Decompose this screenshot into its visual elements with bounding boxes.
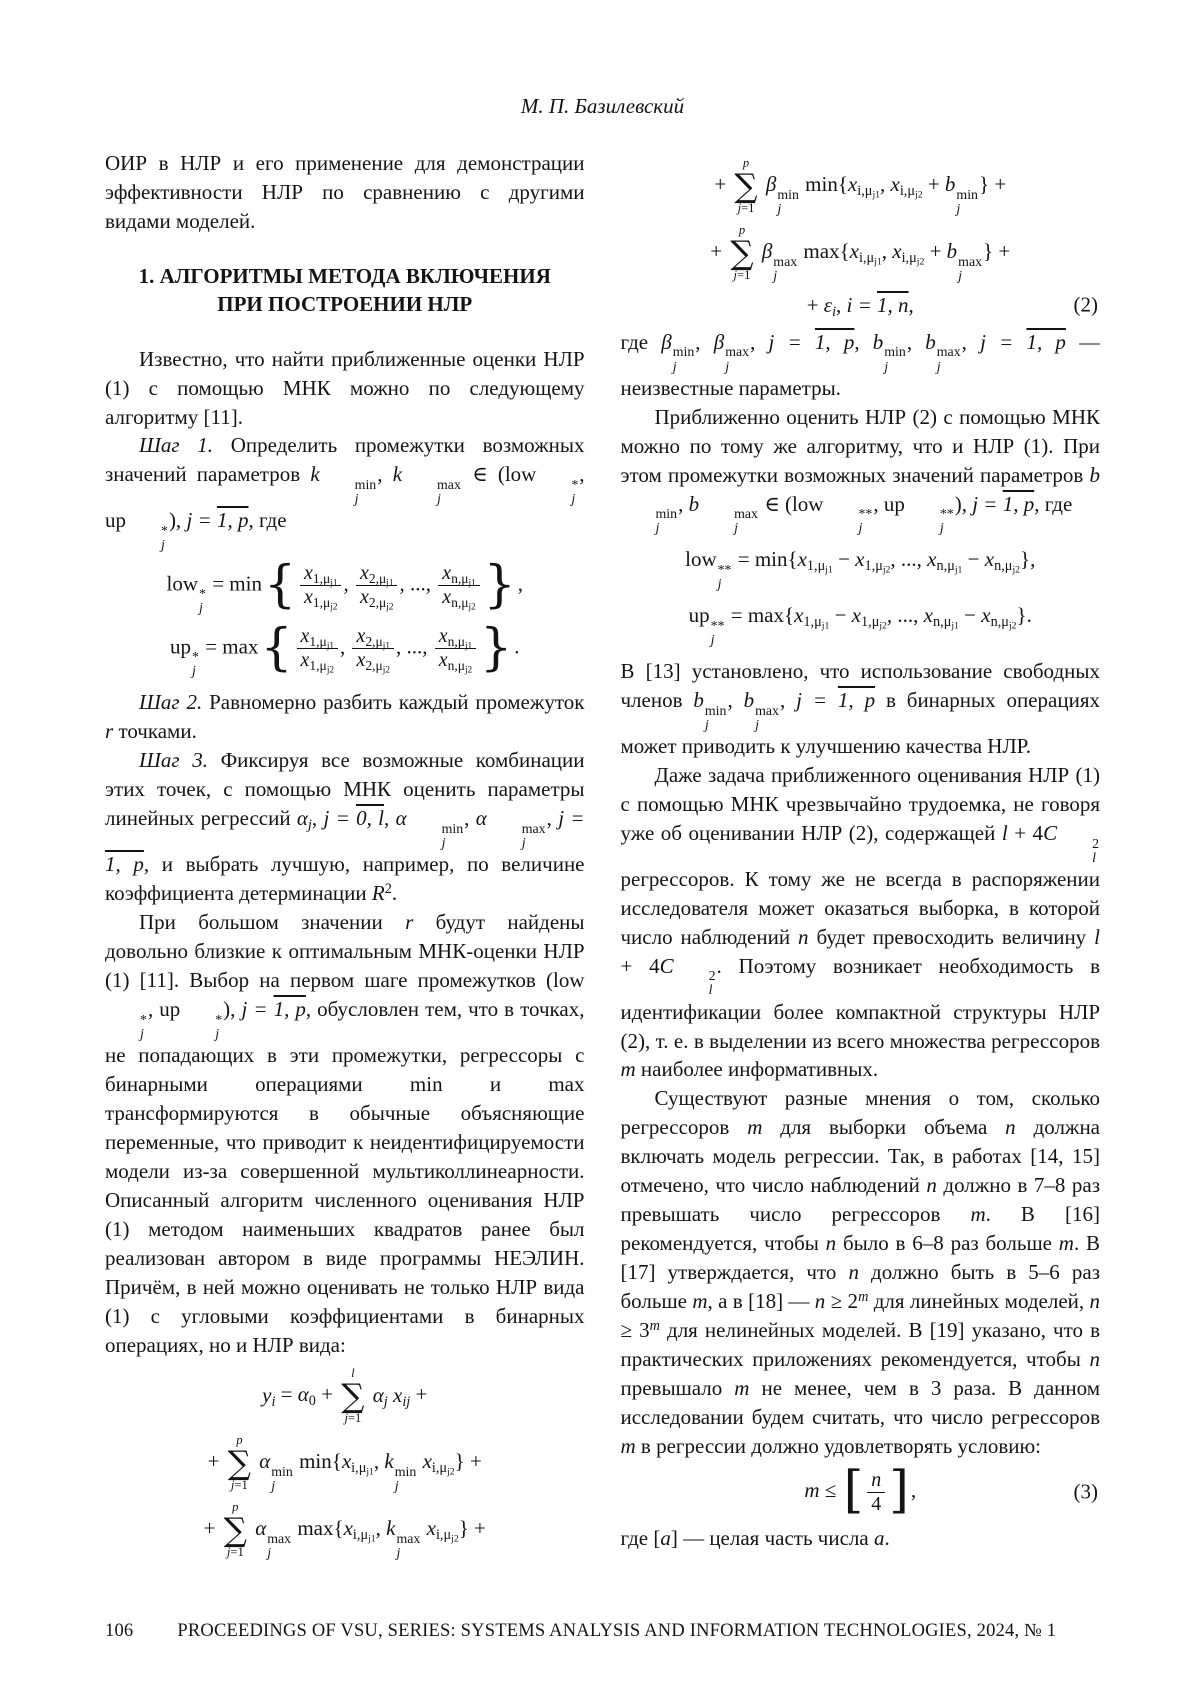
equation-up-double-star: up ** j = $\max\{x_{1,\mu_{j1}} - x_{1,\mu_{j2}}$, ..., $x_{n,\mu_{j1}} - x_{n,\mu_{j2}}$}. bbox=[688, 603, 1032, 648]
paragraph-approx-estimate: Приближенно оценить НЛР (2) с помощью МНК можно по тому же алгоритму, что и НЛР (1). При этом промежутки возможных значений параметров b min j , b max j ∈ (low ** j , up ** j ), j = 1, p, где bbox=[620, 404, 1100, 536]
equation-2-line-2: + p ∑ j=1 β max j $\max\{x_{i,\mu_{j1}}$, $x_{i,\mu_{j2}} + b$ max j } + bbox=[710, 222, 1011, 283]
running-head-author: М. П. Базилевский bbox=[520, 94, 685, 118]
paragraph-opinions: Существуют разные мнения о том, сколько регрессоров m для выборки объема n должна включать модель регрессии. Так, в работах [14, 15] отмечено, что число наблюдений n должно в 7–8 раз превышать число регрессоров m. В [16] рекомендуется, чтобы n было в 6–8 раз больше m. В [17] утверждается, что n должно быть в 5–6 раз больше m, а в [18] — $n \ge 2^m$ для линейных моделей, $n \ge 3^m$ для нелинейных моделей. В [19] указано, что в практических приложениях рекомендуется, чтобы n превышало m не менее, чем в 3 раза. В данном исследовании будем считать, что число регрессоров m в регрессии должно удовлетворять условию: bbox=[620, 1086, 1101, 1459]
equation-low-star: low * j = min{ $\frac{x_{1,\mu_{j1}}}{x_{1,\mu_{j2}}}$ , $\frac{x_{2,\mu_{j1}}}{x_{2,\mu_{j2}}}$ , ..., $\frac{x_{n,\mu_{j1}}}{x_{n,\mu_{j2}}}$ }, bbox=[166, 553, 523, 616]
paragraph-ref-13: В [13] установлено, что использование свободных членов b min j , b max j , j = 1, p в бинарных операциях может приводить к улучшению качества НЛР. bbox=[620, 659, 1100, 759]
equation-1-line-2: + p ∑ j=1 α min j $\min\{x_{i,\mu_{j1}}$, k min j $x_{i,\mu_{j2}}$} + bbox=[207, 1433, 482, 1493]
equation-3-body: m ≤ [ $\frac{n}{4}$ ], bbox=[804, 1460, 917, 1520]
footer-journal-title: PROCEEDINGS OF VSU, SERIES: SYSTEMS ANALYSIS AND INFORMATION TECHNOLOGIES, 2024, № 1 bbox=[177, 1621, 1057, 1642]
paragraph-step1: Шаг 1. Определить промежутки возможных значений параметров k min j , k max j ∈ (low * j , up * j ), j = 1, p, где bbox=[105, 433, 585, 553]
two-column-layout bbox=[105, 149, 1100, 1620]
equation-2-line-1: + p ∑ j=1 β min j $\min\{x_{i,\mu_{j1}}$, $x_{i,\mu_{j2}} + b$ min j } + bbox=[714, 155, 1007, 216]
paragraph-where-beta: где β min j , β max j , j = 1, p, b min j , b max j , j = 1, p — неизвестные параметры. bbox=[620, 329, 1101, 400]
paragraph-step3: Шаг 3. Фиксируя все возможные комбинации этих точек, с помощью МНК оценить параметры линейных регрессий $\alpha_j$, j = 0, l, α min j , α max j , j = 1, p, и выбрать лучшую, например, по величине коэффициента детерминации $R^2$. bbox=[105, 748, 585, 906]
left-column bbox=[105, 149, 585, 1568]
paragraph-complexity: Даже задача приближенного оценивания НЛР (1) с помощью МНК чрезвычайно трудоемка, не говоря уже об оценивании НЛР (2), содержащей l + 4C 2 l регрессоров. К тому же не всегда в распоряжении исследователя может оказаться выборка, в которой число наблюдений n будет превосходить величину l + 4C 2 l . Поэтому возникает необходимость в идентификации более компактной структуры НЛР (2), т. е. в выделении из всего множества регрессоров m наиболее информативных. bbox=[620, 762, 1100, 1082]
equation-number-2: (2) bbox=[1073, 292, 1098, 317]
equation-2-line-3 bbox=[621, 291, 1101, 320]
equation-up-star: up * j = max{ $\frac{x_{1,\mu_{j1}}}{x_{1,\mu_{j2}}}$ , $\frac{x_{2,\mu_{j1}}}{x_{2,\mu_{j2}}}$ , ..., $\frac{x_{n,\mu_{j1}}}{x_{n,\mu_{j2}}}$ }. bbox=[170, 616, 520, 679]
equation-low-double-star: low ** j = $\min\{x_{1,\mu_{j1}} - x_{1,\mu_{j2}}$, ..., $x_{n,\mu_{j1}} - x_{n,\mu_{j2}}$}, bbox=[685, 547, 1036, 592]
equation-2-residual-term: + $\varepsilon_i$, i = 1, n, bbox=[806, 292, 914, 320]
paragraph-known: Известно, что найти приближенные оценки НЛР (1) с помощью МНК можно по следующему алгоритму [11]. bbox=[105, 346, 585, 429]
equation-3-row bbox=[621, 1460, 1101, 1520]
right-column bbox=[621, 149, 1101, 1553]
equation-number-3: (3) bbox=[1073, 1480, 1098, 1504]
paragraph-large-r: При большом значении r будут найдены довольно близкие к оптимальным МНК-оценки НЛР (1) [11]. Выбор на первом шаге промежутков (low * j , up * j ), j = 1, p, обусловлен тем, что в точках, не попадающих в эти промежутки, регрессоры с бинарными операциями min и max трансформируются в обычные объясняющие переменные, что приводит к неидентифицируемости модели из-за совершенной мультиколлинеарности. Описанный алгоритм численного оценивания НЛР (1) методом наименьших квадратов ранее был реализован автором в виде программы НЕЭЛИН. Причём, в ней можно оценивать не только НЛР вида (1) с угловыми коэффициентами в бинарных операциях, но и НЛР вида: bbox=[105, 910, 585, 1357]
paragraph-step2: Шаг 2. Равномерно разбить каждый промежуток r точками. bbox=[105, 690, 585, 744]
section-heading: 1. АЛГОРИТМЫ МЕТОДА ВКЛЮЧЕНИЯ ПРИ ПОСТРОЕНИИ НЛР bbox=[138, 263, 551, 317]
paragraph-intro: ОИР в НЛР и его применение для демонстрации эффективности НЛР по сравнению с другими видами моделей. bbox=[105, 150, 585, 233]
equation-1-line-1: $y_i = \alpha_0$ + l ∑ j=1 $\alpha_j$ $x_{ij}$ + bbox=[262, 1366, 428, 1426]
equation-1-line-3: + p ∑ j=1 α max j $\max\{x_{i,\mu_{j1}}$, k max j $x_{i,\mu_{j2}}$} + bbox=[203, 1500, 486, 1560]
page-number: 106 bbox=[105, 1621, 134, 1642]
footer bbox=[105, 1619, 1100, 1645]
paragraph-where-a: где [a] — целая часть числа a. bbox=[620, 1525, 890, 1550]
